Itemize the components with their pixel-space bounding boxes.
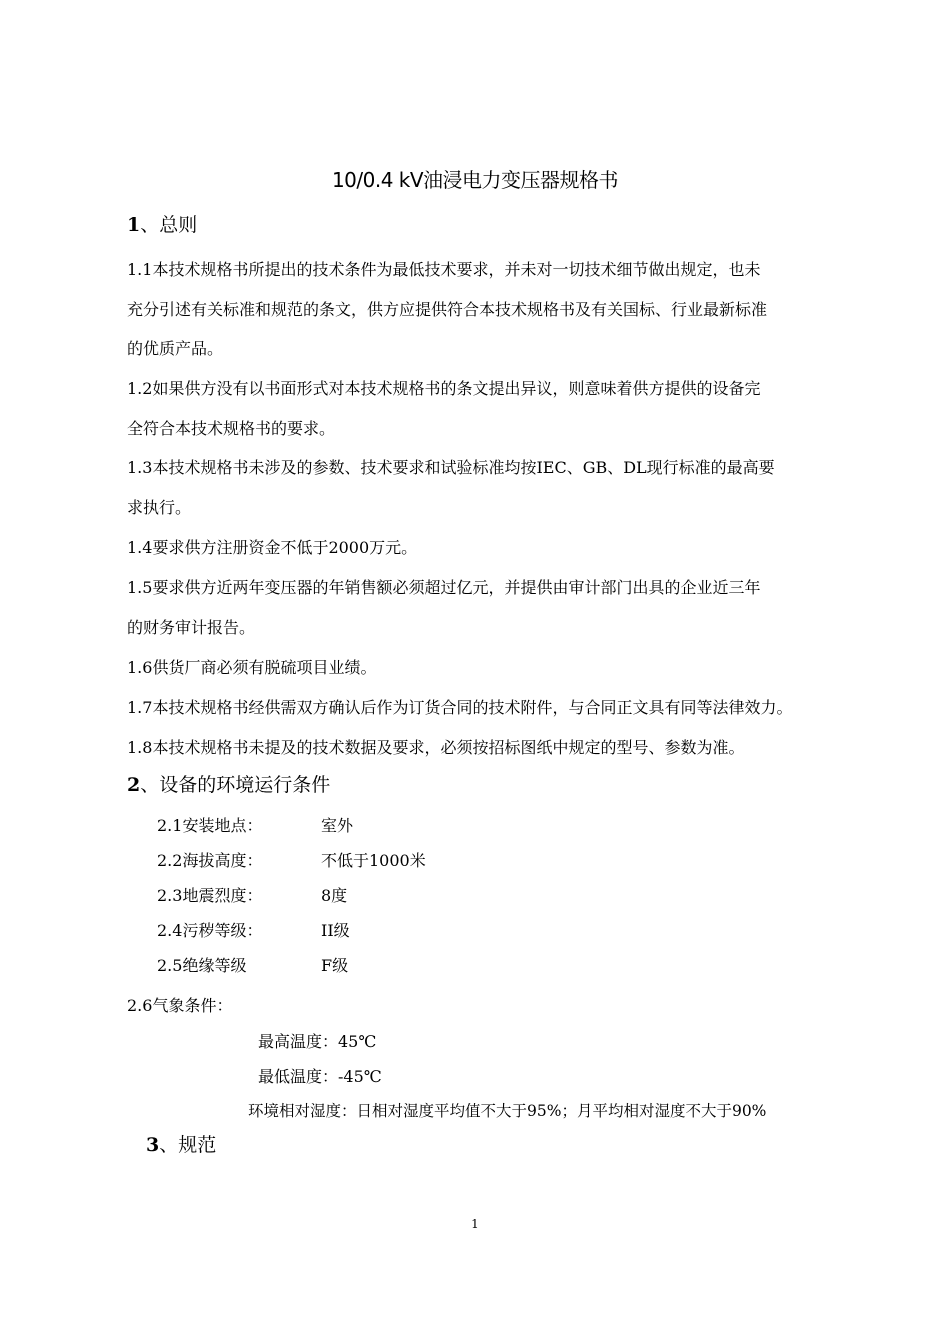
condition-label: 2.5绝缘等级 (157, 956, 247, 975)
paragraph-1-1 (127, 250, 827, 369)
weather-conditions-label: 2.6气象条件： (127, 996, 233, 1015)
section-number: 3 (146, 1134, 160, 1156)
section-number: 2 (127, 774, 141, 796)
condition-label: 2.2海拔高度： (157, 851, 263, 870)
page-number: 1 (471, 1217, 479, 1231)
text-line: 1.8本技术规格书未提及的技术数据及要求，必须按招标图纸中规定的型号、参数为准。 (127, 738, 745, 757)
condition-value: II级 (321, 921, 350, 940)
paragraph-1-4 (127, 528, 827, 568)
text-line: 的财务审计报告。 (127, 617, 256, 637)
condition-label: 2.3地震烈度： (157, 886, 263, 905)
section-number: 1 (127, 214, 141, 236)
text-line: 1.4要求供方注册资金不低于2000万元。 (127, 538, 418, 557)
section-1-heading (127, 210, 197, 237)
paragraph-1-6 (127, 648, 827, 688)
condition-row (157, 883, 348, 906)
text-line: 全符合本技术规格书的要求。 (127, 418, 336, 438)
condition-value: 8度 (321, 886, 348, 905)
condition-row (157, 953, 349, 976)
condition-value: 不低于1000米 (321, 851, 426, 870)
relative-humidity: 环境相对湿度：日相对湿度平均值不大于95%；月平均相对湿度不大于90% (248, 1102, 767, 1120)
section-label: 、规范 (159, 1134, 217, 1156)
paragraph-1-5 (127, 568, 827, 647)
document-title: 10/0.4 kV油浸电力变压器规格书 (331, 168, 619, 192)
condition-label: 2.1安装地点： (157, 816, 263, 835)
paragraph-1-7 (127, 688, 827, 728)
text-line: 1.1本技术规格书所提出的技术条件为最低技术要求，并未对一切技术细节做出规定，也未 (127, 260, 761, 279)
section-3-heading (146, 1130, 216, 1157)
text-line: 1.5要求供方近两年变压器的年销售额必须超过亿元，并提供由审计部门出具的企业近三年 (127, 578, 761, 597)
text-line: 1.2如果供方没有以书面形式对本技术规格书的条文提出异议，则意味着供方提供的设备完 (127, 379, 761, 398)
section-label: 、总则 (140, 214, 198, 236)
text-line: 求执行。 (127, 497, 192, 517)
condition-row (157, 918, 350, 941)
paragraph-1-3 (127, 448, 827, 527)
section-2-heading (127, 770, 330, 797)
text-line: 1.6供货厂商必须有脱硫项目业绩。 (127, 658, 377, 677)
text-line: 1.3本技术规格书未涉及的参数、技术要求和试验标准均按IEC、GB、DL现行标准的最高要 (127, 458, 775, 477)
condition-value: F级 (321, 956, 349, 975)
min-temperature: 最低温度：-45℃ (258, 1067, 382, 1086)
text-line: 充分引述有关标准和规范的条文，供方应提供符合本技术规格书及有关国标、行业最新标准 (127, 299, 768, 319)
condition-label: 2.4污秽等级： (157, 921, 263, 940)
condition-row (157, 848, 426, 871)
condition-value: 室外 (321, 816, 354, 835)
max-temperature: 最高温度：45℃ (258, 1032, 377, 1051)
paragraph-1-8 (127, 728, 827, 768)
text-line: 1.7本技术规格书经供需双方确认后作为订货合同的技术附件，与合同正文具有同等法律效力。 (127, 698, 793, 717)
text-line: 的优质产品。 (127, 339, 224, 358)
condition-row (157, 813, 354, 836)
paragraph-1-2 (127, 369, 827, 448)
section-label: 、设备的环境运行条件 (140, 774, 331, 796)
